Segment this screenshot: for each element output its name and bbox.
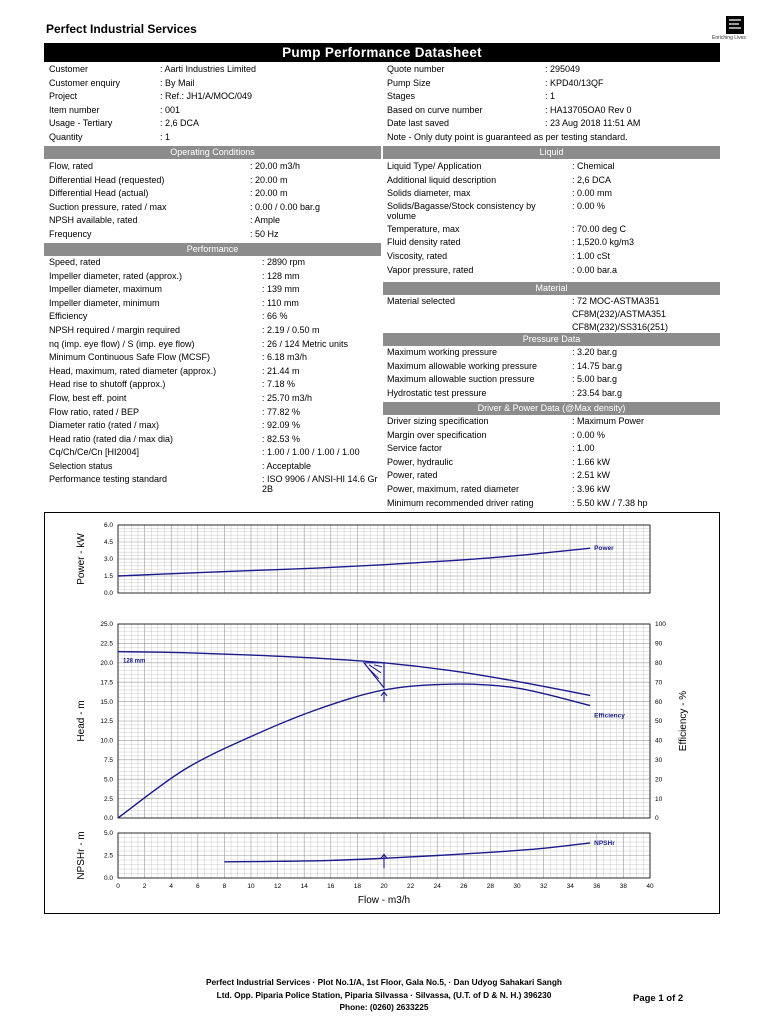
kv-row bbox=[382, 160, 720, 174]
kv-label: Efficiency bbox=[49, 311, 88, 322]
kv-row bbox=[44, 406, 381, 420]
section-pressure-data: Pressure Data bbox=[383, 333, 720, 346]
y-right-tick-label: 30 bbox=[655, 757, 663, 764]
liquid-table bbox=[382, 160, 720, 277]
kv-label: Hydrostatic test pressure bbox=[387, 387, 487, 398]
x-tick-label: 34 bbox=[566, 883, 574, 890]
y-tick-label: 5.0 bbox=[103, 776, 113, 784]
kv-value: : 26 / 124 Metric units bbox=[262, 338, 349, 349]
kv-value: : 25.70 m3/h bbox=[262, 392, 313, 403]
kv-value: : 0.00 mm bbox=[572, 188, 613, 199]
kv-label: Project bbox=[49, 91, 78, 102]
x-tick-label: 18 bbox=[353, 883, 362, 890]
kv-label: Based on curve number bbox=[387, 104, 483, 115]
page-number: Page 1 of 2 bbox=[633, 993, 684, 1004]
y-right-tick-label: 60 bbox=[655, 698, 663, 706]
page-title: Pump Performance Datasheet bbox=[44, 43, 720, 62]
kv-row bbox=[44, 474, 381, 496]
y-axis-label: Head - m bbox=[76, 700, 87, 742]
x-tick-label: 32 bbox=[539, 883, 548, 890]
kv-label: Fluid density rated bbox=[387, 237, 461, 248]
x-tick-label: 40 bbox=[646, 883, 654, 890]
y-tick-label: 17.5 bbox=[100, 679, 113, 687]
kv-label: Differential Head (requested) bbox=[49, 174, 165, 185]
y-tick-label: 12.5 bbox=[100, 718, 113, 726]
x-tick-label: 2 bbox=[142, 883, 147, 890]
kv-row bbox=[44, 117, 384, 131]
series-line-efficiency bbox=[118, 684, 590, 818]
kv-row bbox=[44, 131, 384, 145]
y-tick-label: 20.0 bbox=[100, 660, 113, 667]
kv-label: NPSH available, rated bbox=[49, 215, 138, 226]
kv-value: : 1.00 bbox=[572, 443, 595, 454]
kv-row bbox=[44, 214, 381, 228]
kv-label: Margin over specification bbox=[387, 429, 487, 440]
y-right-tick-label: 80 bbox=[655, 660, 663, 667]
efficiency-marker-arrow bbox=[381, 692, 387, 702]
series-label: Efficiency bbox=[594, 712, 625, 720]
x-tick-label: 38 bbox=[619, 883, 628, 890]
info-right-table bbox=[382, 63, 722, 145]
kv-value: : HA13705OA0 Rev 0 bbox=[545, 104, 632, 115]
kv-row bbox=[382, 469, 720, 483]
kv-label: Vapor pressure, rated bbox=[387, 264, 474, 275]
kv-label: Head ratio (rated dia / max dia) bbox=[49, 433, 174, 444]
series-line-npshr bbox=[224, 843, 590, 862]
kv-value: : 20.00 m bbox=[250, 174, 288, 185]
kv-row bbox=[44, 160, 381, 174]
kv-row bbox=[44, 365, 381, 379]
kv-row bbox=[44, 77, 384, 91]
kv-row bbox=[44, 270, 381, 284]
kv-value: : 23.54 bar.g bbox=[572, 387, 623, 398]
kv-value: : 92.09 % bbox=[262, 420, 301, 431]
kv-value: : Acceptable bbox=[262, 460, 312, 471]
kv-row bbox=[44, 324, 381, 338]
driver-table bbox=[382, 415, 720, 510]
kv-value: : 2,6 DCA bbox=[160, 118, 200, 129]
kv-value: : 1 bbox=[160, 131, 171, 142]
kv-row bbox=[44, 446, 381, 460]
kv-label: Viscosity, rated bbox=[387, 250, 448, 261]
x-tick-label: 14 bbox=[300, 883, 308, 890]
kv-value: : 3.20 bar.g bbox=[572, 347, 618, 357]
x-tick-label: 4 bbox=[169, 883, 174, 890]
kv-label: Minimum Continuous Safe Flow (MCSF) bbox=[49, 352, 211, 363]
y-right-tick-label: 10 bbox=[655, 795, 663, 803]
kv-label: Pump Size bbox=[387, 77, 431, 88]
kv-row bbox=[382, 373, 720, 387]
kv-label: Customer enquiry bbox=[49, 77, 121, 88]
section-driver-power: Driver & Power Data (@Max density) bbox=[383, 402, 720, 415]
kv-row bbox=[382, 77, 722, 91]
y-tick-label: 0.0 bbox=[103, 590, 113, 598]
kv-value: : Ample bbox=[250, 215, 281, 226]
material-table bbox=[382, 295, 720, 333]
y-tick-label: 2.5 bbox=[103, 852, 113, 860]
kv-row bbox=[382, 174, 720, 188]
kv-row bbox=[44, 310, 381, 324]
kv-value: : Maximum Power bbox=[572, 416, 645, 426]
kv-label: Suction pressure, rated / max bbox=[49, 201, 167, 212]
x-tick-label: 12 bbox=[273, 883, 282, 890]
kv-label: Diameter ratio (rated / max) bbox=[49, 420, 160, 431]
x-tick-label: 16 bbox=[327, 883, 335, 890]
kv-label: Differential Head (actual) bbox=[49, 188, 149, 199]
y-right-axis-label: Efficiency - % bbox=[678, 690, 689, 752]
y-tick-label: 0.0 bbox=[103, 875, 113, 883]
company-name: Perfect Industrial Services bbox=[46, 22, 197, 36]
y-tick-label: 7.5 bbox=[103, 757, 113, 764]
kv-label: Power, maximum, rated diameter bbox=[387, 483, 520, 494]
kv-row bbox=[382, 442, 720, 456]
x-axis-label: Flow - m3/h bbox=[357, 895, 411, 906]
x-tick-label: 24 bbox=[433, 883, 441, 890]
y-tick-label: 25.0 bbox=[100, 621, 113, 629]
curve-diameter-label: 128 mm bbox=[123, 658, 146, 665]
kv-value: : 295049 bbox=[545, 64, 581, 74]
kv-value: : 5.50 kW / 7.38 hp bbox=[572, 497, 648, 508]
kv-value: : 1 bbox=[545, 91, 556, 102]
kv-value: : 0.00 / 0.00 bar.g bbox=[250, 201, 321, 212]
kv-value: : KPD40/13QF bbox=[545, 77, 604, 88]
y-right-tick-label: 50 bbox=[655, 718, 663, 726]
info-left-table bbox=[44, 63, 384, 145]
y-right-tick-label: 90 bbox=[655, 640, 663, 648]
x-tick-label: 10 bbox=[247, 883, 255, 890]
kv-label: NPSH required / margin required bbox=[49, 324, 181, 335]
y-tick-label: 5.0 bbox=[103, 830, 113, 838]
kv-row bbox=[382, 346, 720, 360]
operating-table bbox=[44, 160, 381, 242]
kv-value: : 2,6 DCA bbox=[572, 174, 612, 185]
kv-value: : 77.82 % bbox=[262, 406, 301, 417]
section-performance: Performance bbox=[44, 243, 381, 256]
x-tick-label: 36 bbox=[593, 883, 601, 890]
y-tick-label: 10.0 bbox=[100, 737, 113, 745]
kv-row bbox=[382, 497, 720, 511]
kv-label: Customer bbox=[49, 64, 89, 74]
kv-value: : 6.18 m3/h bbox=[262, 352, 308, 363]
kv-value: : 66 % bbox=[262, 311, 288, 322]
kv-value: : 7.18 % bbox=[262, 379, 296, 390]
kv-value: : 128 mm bbox=[262, 270, 300, 281]
kv-value: : 5.00 bar.g bbox=[572, 374, 618, 385]
kv-row bbox=[382, 250, 720, 264]
kv-value: : Chemical bbox=[572, 161, 615, 171]
y-tick-label: 2.5 bbox=[103, 795, 113, 803]
kv-label: Impeller diameter, minimum bbox=[49, 297, 160, 308]
y-tick-label: 4.5 bbox=[103, 539, 113, 547]
y-right-tick-label: 20 bbox=[655, 776, 663, 784]
kv-row bbox=[382, 117, 722, 131]
y-tick-label: 0.0 bbox=[103, 815, 113, 823]
kv-label: Quote number bbox=[387, 64, 445, 74]
kv-value: : ISO 9906 / ANSI-HI 14.6 Gr 2B bbox=[262, 473, 378, 494]
kv-row bbox=[382, 236, 720, 250]
series-label: NPSHr bbox=[594, 839, 615, 847]
kv-row bbox=[382, 63, 722, 77]
kv-label: Driver sizing specification bbox=[387, 416, 489, 426]
kv-value: : 0.00 % bbox=[572, 429, 606, 440]
kv-value: : Ref.: JH1/A/MOC/049 bbox=[160, 91, 253, 102]
kv-label: Quantity bbox=[49, 131, 83, 142]
kv-label: Power, rated bbox=[387, 470, 438, 481]
kv-label: Head rise to shutoff (approx.) bbox=[49, 379, 166, 390]
y-axis-label: NPSHr - m bbox=[76, 831, 87, 880]
kv-label: Liquid Type/ Application bbox=[387, 161, 482, 171]
x-tick-label: 30 bbox=[513, 883, 521, 890]
series-line-power bbox=[118, 548, 590, 576]
kv-value: : 3.96 kW bbox=[572, 483, 611, 494]
x-tick-label: 22 bbox=[406, 883, 415, 890]
kv-value: : 0.00 bar.a bbox=[572, 264, 618, 275]
y-right-tick-label: 0 bbox=[655, 815, 659, 823]
kv-row bbox=[44, 419, 381, 433]
material-value: : 72 MOC-ASTMA351 CF8M(232)/ASTMA351 CF8M(232)/SS316(251) bbox=[572, 296, 669, 332]
kv-row bbox=[44, 460, 381, 474]
section-operating-conditions: Operating Conditions bbox=[44, 146, 381, 159]
kv-label: Cq/Ch/Ce/Cn [HI2004] bbox=[49, 447, 140, 458]
kv-value: : 14.75 bar.g bbox=[572, 360, 623, 371]
kv-value: : 110 mm bbox=[262, 297, 299, 308]
kv-label: Item number bbox=[49, 104, 100, 115]
y-tick-label: 6.0 bbox=[103, 522, 113, 530]
kv-label: Frequency bbox=[49, 228, 92, 239]
performance-curves bbox=[44, 512, 720, 914]
kv-value: : 23 Aug 2018 11:51 AM bbox=[545, 118, 641, 129]
footer-line-1: Perfect Industrial Services · Plot No.1/A, 1st Floor, Gala No.5, · Dan Udyog Sahakari Sangh bbox=[206, 977, 562, 987]
kv-value: : 2890 rpm bbox=[262, 257, 306, 267]
x-tick-label: 20 bbox=[380, 883, 388, 890]
kv-label: Note - Only duty point is guaranteed as per testing standard. bbox=[387, 131, 628, 142]
y-right-tick-label: 40 bbox=[655, 737, 663, 745]
x-tick-label: 8 bbox=[222, 883, 227, 890]
kv-row bbox=[382, 223, 720, 237]
kv-row bbox=[44, 187, 381, 201]
y-tick-label: 1.5 bbox=[103, 573, 113, 581]
kv-label: Minimum recommended driver rating bbox=[387, 497, 534, 508]
kv-row bbox=[382, 429, 720, 443]
kv-label: Maximum working pressure bbox=[387, 347, 498, 357]
footer-line-2: Ltd. Opp. Piparia Police Station, Piparia Silvassa · Silvassa, (U.T. of D & N. H.) 396230 bbox=[216, 989, 552, 1000]
kv-row bbox=[382, 187, 720, 201]
kv-value: : By Mail bbox=[160, 77, 195, 88]
kv-label: Temperature, max bbox=[387, 223, 460, 234]
kv-value: : 1.00 / 1.00 / 1.00 / 1.00 bbox=[262, 447, 360, 458]
kv-value: : 0.00 % bbox=[572, 200, 606, 211]
kv-label: Solids/Bagasse/Stock consistency by volume bbox=[387, 200, 536, 222]
kv-label: Flow, rated bbox=[49, 161, 94, 171]
section-material: Material bbox=[383, 282, 720, 295]
kv-row bbox=[44, 378, 381, 392]
kv-label: Date last saved bbox=[387, 118, 450, 129]
kv-row bbox=[44, 392, 381, 406]
kv-value: : 20.00 m bbox=[250, 188, 288, 199]
pressure-table bbox=[382, 346, 720, 400]
kv-label: Impeller diameter, rated (approx.) bbox=[49, 270, 183, 281]
kv-row bbox=[44, 90, 384, 104]
kv-row bbox=[44, 63, 384, 77]
y-right-tick-label: 70 bbox=[655, 679, 663, 687]
kv-value: : 1,520.0 kg/m3 bbox=[572, 237, 635, 248]
kv-row bbox=[44, 228, 381, 242]
x-tick-label: 0 bbox=[116, 883, 120, 890]
y-right-tick-label: 100 bbox=[655, 621, 666, 629]
kv-row bbox=[44, 433, 381, 447]
kv-label: Flow ratio, rated / BEP bbox=[49, 406, 140, 417]
kv-label: Stages bbox=[387, 91, 416, 102]
kv-value: : 139 mm bbox=[262, 284, 300, 295]
x-tick-label: 6 bbox=[195, 883, 200, 890]
kv-row bbox=[44, 297, 381, 311]
logo-tagline: Enriching Lives bbox=[712, 35, 746, 41]
npshr-marker-arrow bbox=[381, 854, 387, 868]
y-tick-label: 3.0 bbox=[103, 556, 113, 564]
kv-value: : 001 bbox=[160, 104, 181, 115]
kv-value: : 21.44 m bbox=[262, 365, 300, 376]
kv-label: Additional liquid description bbox=[387, 174, 497, 185]
kv-row bbox=[382, 131, 722, 145]
x-tick-label: 28 bbox=[486, 883, 495, 890]
kv-row bbox=[44, 283, 381, 297]
kv-value: : 82.53 % bbox=[262, 433, 301, 444]
kv-label: nq (imp. eye flow) / S (imp. eye flow) bbox=[49, 338, 195, 349]
kv-label: Maximum allowable working pressure bbox=[387, 360, 538, 371]
kv-value: : 1.00 cSt bbox=[572, 250, 611, 261]
kv-value: : 70.00 deg C bbox=[572, 223, 627, 234]
kv-label: Power, hydraulic bbox=[387, 456, 454, 467]
kv-row bbox=[44, 256, 381, 270]
kv-row bbox=[44, 351, 381, 365]
curves-svg bbox=[45, 513, 719, 913]
kv-label: Head, maximum, rated diameter (approx.) bbox=[49, 365, 217, 376]
kv-row bbox=[382, 456, 720, 470]
y-tick-label: 15.0 bbox=[100, 698, 113, 706]
kv-row bbox=[44, 104, 384, 118]
kv-label: Selection status bbox=[49, 460, 113, 471]
kv-row bbox=[44, 201, 381, 215]
y-tick-label: 22.5 bbox=[100, 640, 113, 648]
kv-row bbox=[382, 201, 720, 223]
kv-row bbox=[382, 264, 720, 278]
kv-row bbox=[382, 387, 720, 401]
kv-value: : 2.51 kW bbox=[572, 470, 611, 481]
kv-row bbox=[382, 483, 720, 497]
series-label: Power bbox=[594, 545, 614, 553]
kv-label: Performance testing standard bbox=[49, 473, 168, 484]
kv-label: Usage - Tertiary bbox=[49, 118, 113, 129]
section-liquid: Liquid bbox=[383, 146, 720, 159]
kv-row bbox=[382, 90, 722, 104]
kv-label: Maximum allowable suction pressure bbox=[387, 374, 535, 385]
y-axis-label: Power - kW bbox=[76, 533, 87, 585]
x-tick-label: 26 bbox=[460, 883, 468, 890]
kv-value: : 20.00 m3/h bbox=[250, 161, 301, 171]
footer-line-3: Phone: (0260) 2633225 bbox=[339, 1002, 429, 1012]
kv-row bbox=[382, 415, 720, 429]
kv-row bbox=[44, 174, 381, 188]
kv-label: Speed, rated bbox=[49, 257, 101, 267]
kv-value: : 1.66 kW bbox=[572, 456, 611, 467]
kv-label: Solids diameter, max bbox=[387, 188, 471, 199]
kv-row bbox=[382, 104, 722, 118]
kv-label: Service factor bbox=[387, 443, 443, 454]
kv-value: : 2.19 / 0.50 m bbox=[262, 324, 320, 335]
kv-row bbox=[382, 360, 720, 374]
kv-value: : 50 Hz bbox=[250, 228, 279, 239]
kv-label: Flow, best eff. point bbox=[49, 392, 127, 403]
kv-row bbox=[44, 338, 381, 352]
performance-table bbox=[44, 256, 381, 496]
kv-label: Impeller diameter, maximum bbox=[49, 284, 163, 295]
kv-value: : Aarti Industries Limited bbox=[160, 64, 257, 74]
material-label: Material selected bbox=[387, 296, 456, 306]
